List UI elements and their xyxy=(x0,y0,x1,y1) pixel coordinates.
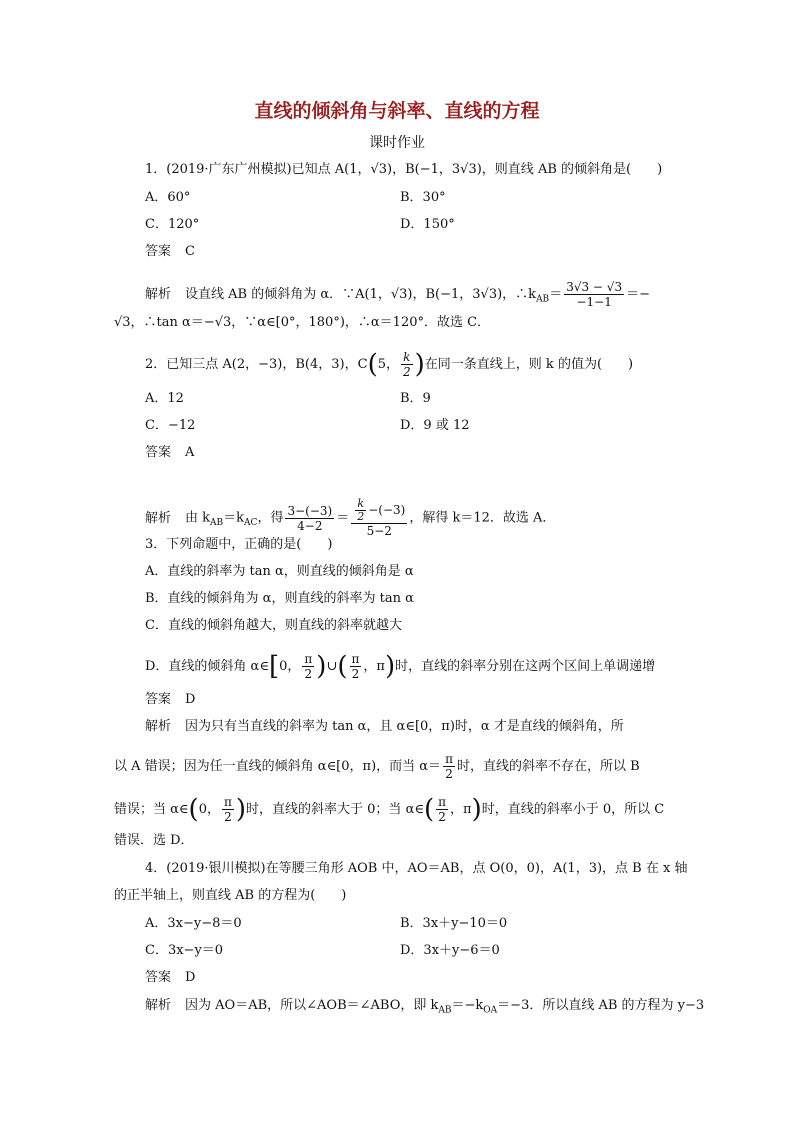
stem-text: 2．已知三点 A(2，−3)，B(4，3)，C xyxy=(145,357,368,372)
analysis-text: 以 A 错误；因为任一直线的倾斜角 α∈[0，π)，而当 α＝ xyxy=(114,759,442,774)
analysis-label: 解析 xyxy=(145,719,172,734)
fraction-denominator: 5−2 xyxy=(366,524,392,538)
stem-text: 在同一条直线上，则 k 的值为( ) xyxy=(424,357,634,372)
option-text: D．直线的倾斜角 α∈ xyxy=(145,659,269,674)
analysis-text: 因为只有当直线的斜率为 tan α，且 α∈[0，π)时，α 才是直线的倾斜角，所 xyxy=(185,719,624,734)
fraction xyxy=(285,504,334,533)
q1-option-a: A．60° xyxy=(145,190,191,205)
subscript: AB xyxy=(536,294,550,305)
q2-option-c: C．−12 xyxy=(145,418,196,433)
fraction-denominator: 2 xyxy=(224,810,232,824)
q1-answer xyxy=(145,242,195,262)
subscript: OA xyxy=(483,1005,498,1016)
fraction-denominator: 2 xyxy=(403,365,411,379)
fraction-numerator: k xyxy=(355,498,366,511)
paren-left: ( xyxy=(337,651,348,682)
analysis-text: ＝k xyxy=(223,510,245,526)
q1-option-b: B．30° xyxy=(400,190,446,205)
paren-right: ) xyxy=(414,349,425,380)
fraction-numerator xyxy=(351,498,407,524)
fraction xyxy=(401,350,413,379)
fraction-numerator: π xyxy=(304,652,313,666)
answer-label: 答案 xyxy=(145,692,172,707)
fraction-numerator: 3√3 − √3 xyxy=(566,280,623,294)
paren-left: ( xyxy=(367,349,378,380)
fraction xyxy=(443,752,455,781)
analysis-label: 解析 xyxy=(145,287,172,302)
option-text: 0， xyxy=(279,659,301,674)
q3-analysis-line-4: 错误．选 D． xyxy=(114,833,194,848)
fraction-numerator: π xyxy=(438,795,447,809)
paren-right: ) xyxy=(316,651,327,682)
q1-analysis-line-1 xyxy=(145,280,650,310)
numerator-text: −(−3) xyxy=(368,503,406,517)
q4-option-d: D．3x＋y−6＝0 xyxy=(400,943,500,958)
analysis-text: 时，直线的斜率大于 0；当 α∈ xyxy=(246,802,424,817)
q3-analysis-line-2 xyxy=(114,752,640,781)
option-text: ，π xyxy=(363,659,385,674)
answer-value: D xyxy=(185,970,196,985)
q1-stem: 1．(2019·广东广州模拟)已知点 A(1，√3)，B(−1，3√3)，则直线 AB 的倾斜角是( ) xyxy=(145,162,663,177)
fraction-numerator: 3−(−3) xyxy=(287,503,333,518)
q2-stem xyxy=(145,350,633,379)
subscript: AB xyxy=(438,1005,452,1016)
option-text: 时，直线的斜率分别在这两个区间上单调递增 xyxy=(395,659,656,674)
fraction xyxy=(222,795,234,824)
fraction xyxy=(564,280,624,309)
interval-end: ，π xyxy=(450,802,472,817)
fraction-numerator: π xyxy=(223,795,232,809)
fraction-denominator: 2 xyxy=(304,667,313,681)
q4-option-b: B．3x＋y−10＝0 xyxy=(400,916,508,931)
fraction-denominator: 2 xyxy=(351,667,360,681)
answer-value: A xyxy=(185,445,195,460)
fraction xyxy=(302,652,314,681)
fraction-denominator: 2 xyxy=(357,510,365,523)
answer-value: D xyxy=(185,692,196,707)
analysis-text: 时，直线的斜率不存在，所以 B xyxy=(456,759,640,774)
analysis-label: 解析 xyxy=(145,510,172,526)
q4-stem-line-1: 4．(2019·银川模拟)在等腰三角形 AOB 中，AO＝AB，点 O(0，0)，A(1，3)，点 B 在 x 轴 xyxy=(145,861,688,876)
q2-answer xyxy=(145,443,194,463)
q3-stem: 3．下列命题中，正确的是( ) xyxy=(145,537,333,552)
fraction xyxy=(351,498,407,538)
paren-right: ) xyxy=(384,651,396,682)
fraction-numerator: π xyxy=(351,652,360,666)
bracket-left: [ xyxy=(268,651,280,682)
q2-analysis xyxy=(145,498,555,538)
fraction-numerator: k xyxy=(401,350,413,365)
analysis-text: 由 k xyxy=(185,510,211,526)
analysis-text: ，解得 k＝12．故选 A． xyxy=(409,510,556,526)
analysis-text: 设直线 AB 的倾斜角为 α．∵A(1，√3)，B(−1，3√3)，∴k xyxy=(185,287,537,302)
q3-analysis-line-1 xyxy=(145,717,624,737)
q1-option-d: D．150° xyxy=(400,217,455,232)
answer-label: 答案 xyxy=(145,244,172,259)
q3-option-a: A．直线的斜率为 tan α，则直线的倾斜角是 α xyxy=(145,564,414,579)
analysis-label: 解析 xyxy=(145,998,172,1013)
fraction-denominator: 4−2 xyxy=(297,518,323,533)
page-title: 直线的倾斜角与斜率、直线的方程 xyxy=(254,100,540,122)
q4-option-c: C．3x−y＝0 xyxy=(145,943,224,958)
fraction-denominator: −1−1 xyxy=(576,295,612,309)
q2-option-b: B．9 xyxy=(400,391,431,406)
analysis-text: ＝−3．所以直线 AB 的方程为 y−3 xyxy=(497,998,705,1013)
subscript: AC xyxy=(244,518,258,529)
q3-option-d xyxy=(145,652,655,681)
interval-start: 0， xyxy=(198,802,220,817)
analysis-text: 时，直线的斜率小于 0，所以 C xyxy=(481,802,665,817)
analysis-text: ＝− xyxy=(626,287,650,302)
nested-fraction xyxy=(355,498,366,523)
q3-analysis-line-3 xyxy=(114,795,664,824)
analysis-text: ＝−k xyxy=(451,998,484,1013)
analysis-text: ，得 xyxy=(257,510,284,526)
paren-right: ) xyxy=(235,794,247,825)
page-subtitle: 课时作业 xyxy=(369,135,425,151)
fraction-numerator: π xyxy=(445,752,453,766)
equals-sign: ＝ xyxy=(336,510,350,526)
q3-answer xyxy=(145,690,195,710)
analysis-text: 因为 AO＝AB，所以∠AOB＝∠ABO，即 k xyxy=(185,998,439,1013)
q2-option-a: A．12 xyxy=(145,391,184,406)
fraction xyxy=(436,795,448,824)
q2-option-d: D．9 或 12 xyxy=(400,418,470,433)
q3-option-b: B．直线的倾斜角为 α，则直线的斜率为 tan α xyxy=(145,591,414,606)
paren-left: ( xyxy=(188,794,199,825)
answer-value: C xyxy=(185,244,195,259)
q4-answer xyxy=(145,968,195,988)
fraction-denominator: 2 xyxy=(438,810,446,824)
union-sign: ∪ xyxy=(326,659,338,674)
fraction-denominator: 2 xyxy=(445,767,453,781)
q4-stem-line-2: 的正半轴上，则直线 AB 的方程为( ) xyxy=(114,888,347,903)
q3-option-c: C．直线的倾斜角越大，则直线的斜率就越大 xyxy=(145,618,402,633)
stem-text: 5， xyxy=(377,357,399,372)
analysis-text: 错误；当 α∈ xyxy=(114,802,189,817)
q4-analysis xyxy=(145,996,704,1021)
q1-option-c: C．120° xyxy=(145,217,200,232)
q1-analysis-line-2: √3，∴tan α＝−√3，∵α∈[0°，180°)，∴α＝120°．故选 C． xyxy=(114,315,491,330)
answer-label: 答案 xyxy=(145,445,172,460)
analysis-text: ＝ xyxy=(549,287,563,302)
paren-left: ( xyxy=(423,794,435,825)
subscript: AB xyxy=(210,518,224,529)
fraction xyxy=(350,652,362,681)
q4-option-a: A．3x−y−8＝0 xyxy=(145,916,242,931)
answer-label: 答案 xyxy=(145,970,172,985)
paren-right: ) xyxy=(471,794,482,825)
